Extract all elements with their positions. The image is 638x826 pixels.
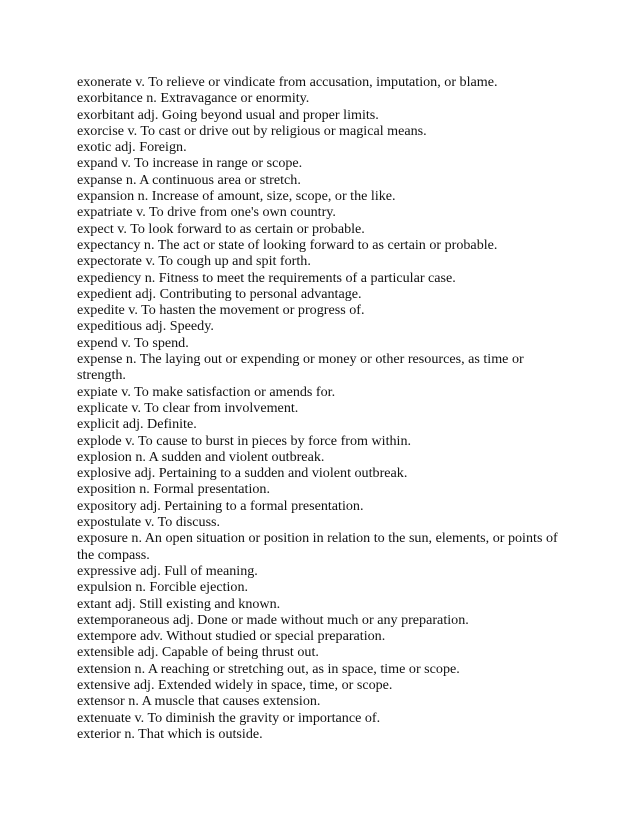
entry-expense: expense n. The laying out or expending or money or other resources, as time or strength. [77,351,524,384]
entry-exorbitant: exorbitant adj. Going beyond usual and proper limits. [77,106,379,123]
entry-expect: expect v. To look forward to as certain or probable. [77,220,365,237]
entry-expeditious: expeditious adj. Speedy. [77,318,214,335]
entry-extension: extension n. A reaching or stretching out, as in space, time or scope. [77,660,460,677]
entry-expend: expend v. To spend. [77,334,189,351]
entry-expulsion: expulsion n. Forcible ejection. [77,579,249,596]
dictionary-page [77,74,567,742]
entry-expansion: expansion n. Increase of amount, size, scope, or the like. [77,188,396,205]
entry-extempore: extempore adv. Without studied or special preparation. [77,628,386,645]
entry-extant: extant adj. Still existing and known. [77,595,281,612]
entry-extemporaneous: extemporaneous adj. Done or made without much or any preparation. [77,611,469,628]
entry-expedient: expedient adj. Contributing to personal advantage. [77,285,362,302]
entry-explode: explode v. To cause to burst in pieces by force from within. [77,432,412,449]
entry-explosive: explosive adj. Pertaining to a sudden and violent outbreak. [77,465,408,482]
entry-expand: expand v. To increase in range or scope. [77,155,303,172]
entry-expository: expository adj. Pertaining to a formal presentation. [77,497,364,514]
entry-explicit: explicit adj. Definite. [77,416,197,433]
entry-extensive: extensive adj. Extended widely in space, time, or scope. [77,676,393,693]
entry-explosion: explosion n. A sudden and violent outbreak. [77,448,325,465]
entry-exposure: exposure n. An open situation or position in relation to the sun, elements, or points of the compass. [77,530,558,563]
entry-expostulate: expostulate v. To discuss. [77,514,221,531]
entry-exorcise: exorcise v. To cast or drive out by religious or magical means. [77,122,427,139]
entry-expanse: expanse n. A continuous area or stretch. [77,171,301,188]
entry-expectorate: expectorate v. To cough up and spit forth. [77,253,311,270]
entry-expedite: expedite v. To hasten the movement or progress of. [77,302,365,319]
entry-exposition: exposition n. Formal presentation. [77,481,270,498]
entry-extenuate: extenuate v. To diminish the gravity or importance of. [77,709,381,726]
entry-extensible: extensible adj. Capable of being thrust out. [77,644,319,661]
entry-extensor: extensor n. A muscle that causes extension. [77,693,321,710]
entry-explicate: explicate v. To clear from involvement. [77,399,299,416]
entry-exterior: exterior n. That which is outside. [77,725,263,742]
entry-exonerate: exonerate v. To relieve or vindicate from accusation, imputation, or blame. [77,74,498,90]
entry-expiate: expiate v. To make satisfaction or amends for. [77,383,336,400]
entry-exorbitance: exorbitance n. Extravagance or enormity. [77,90,310,107]
entry-exotic: exotic adj. Foreign. [77,139,187,156]
entry-expectancy: expectancy n. The act or state of looking forward to as certain or probable. [77,236,498,253]
entry-expressive: expressive adj. Full of meaning. [77,562,258,579]
entry-expatriate: expatriate v. To drive from one's own country. [77,204,336,221]
entry-expediency: expediency n. Fitness to meet the requirements of a particular case. [77,269,456,286]
